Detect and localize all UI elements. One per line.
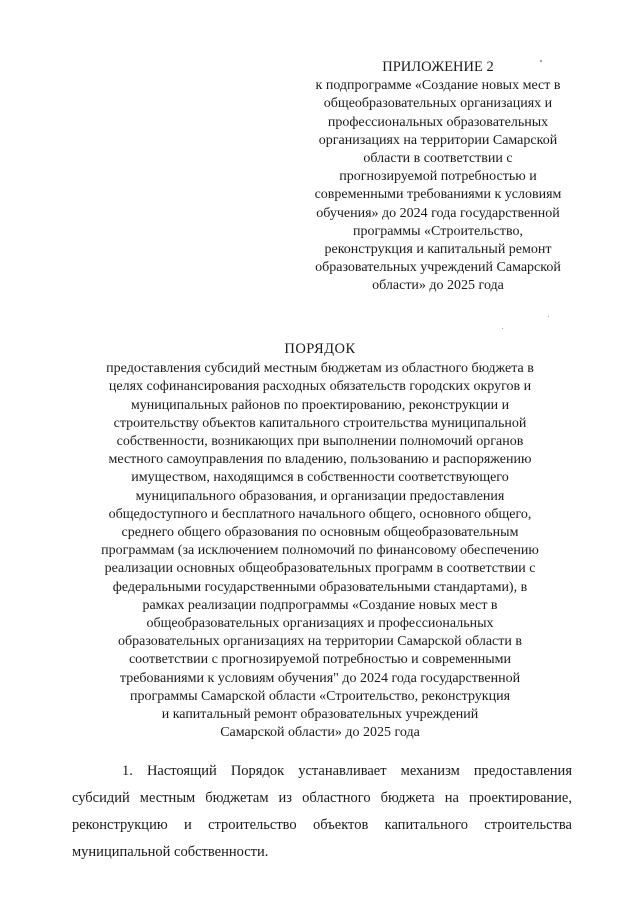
order-subtitle-line: местного самоуправления по владению, пользованию и распоряжению	[108, 452, 532, 468]
appendix-line: области в соответствии с	[363, 151, 513, 167]
appendix-line: программы «Строительство,	[352, 223, 524, 239]
order-subtitle-line: общедоступного и бесплатного начального общего, основного общего,	[108, 506, 532, 522]
order-subtitle-line: программам (за исключением полномочий по финансовому обеспечению	[101, 543, 539, 559]
appendix-line: области» до 2025 года	[372, 278, 504, 294]
paragraph-line: муниципальной собственности.	[72, 844, 269, 860]
appendix-line: образовательных учреждений Самарской	[315, 260, 561, 276]
paragraph-line: реконструкцию и строительство объектов капитального строительства	[72, 817, 572, 833]
appendix-line: прогнозируемой потребностью и	[339, 169, 537, 185]
paragraph-line: субсидий местным бюджетам из областного бюджета на проектирование,	[72, 790, 572, 806]
paragraph-1	[72, 758, 572, 866]
appendix-line: обучения» до 2024 года государственной	[316, 205, 560, 221]
order-subtitle-line: рамках реализации подпрограммы «Создание новых мест в	[142, 597, 498, 613]
appendix-line: общеобразовательных организациях и	[323, 96, 553, 112]
order-subtitle-line: целях софинансирования расходных обязательств городских округов и	[108, 379, 532, 395]
appendix-title: ПРИЛОЖЕНИЕ 2	[382, 59, 494, 75]
order-subtitle-line: строительству объектов капитального строительства муниципальной	[113, 415, 527, 431]
order-subtitle-line: требованиями к условиям обучения" до 2024 года государственной	[119, 670, 521, 686]
appendix-line: современными требованиями к условиям	[314, 187, 562, 203]
paragraph-line: 1. Настоящий Порядок устанавливает механизм предоставления	[122, 763, 572, 779]
appendix-line: организациях на территории Самарской	[318, 132, 558, 148]
order-subtitle-line: собственности, возникающих при выполнении полномочий органов	[116, 434, 524, 450]
order-subtitle-line: и капитальный ремонт образовательных учреждений	[161, 707, 479, 723]
order-heading	[70, 340, 570, 742]
order-subtitle-line: федеральными государственными образовательными стандартами), в	[112, 579, 528, 595]
appendix-line: реконструкция и капитальный ремонт	[324, 242, 552, 258]
order-subtitle-line: имуществом, находящимся в собственности соответствующего	[131, 470, 509, 486]
scan-speck	[540, 60, 542, 62]
order-subtitle-line: реализации основных общеобразовательных программ в соответствии с	[104, 561, 536, 577]
order-subtitle-line: среднего общего образования по основным общеобразовательным	[121, 525, 519, 541]
order-subtitle-line: муниципальных районов по проектированию, реконструкции и	[130, 397, 510, 413]
order-subtitle-line: образовательных организациях на территории Самарской области в	[118, 634, 522, 650]
appendix-header	[288, 58, 588, 296]
order-subtitle-line: предоставления субсидий местным бюджетам из областного бюджета в	[106, 361, 534, 377]
order-subtitle-line: программы Самарской области «Строительство, реконструкция	[129, 688, 511, 704]
order-subtitle-line: соответствии с прогнозируемой потребностью и современными	[128, 652, 512, 668]
order-subtitle-line: общеобразовательных организациях и профессиональных	[146, 616, 494, 632]
scan-speck	[548, 316, 549, 317]
scan-speck	[502, 328, 503, 329]
appendix-line: к подпрограмме «Создание новых мест в	[315, 78, 561, 94]
appendix-line: профессиональных образовательных	[327, 114, 549, 130]
order-subtitle-line: муниципального образования, и организации предоставления	[135, 488, 505, 504]
order-title: ПОРЯДОК	[284, 341, 356, 357]
order-subtitle-line: Самарской области» до 2025 года	[220, 725, 420, 741]
